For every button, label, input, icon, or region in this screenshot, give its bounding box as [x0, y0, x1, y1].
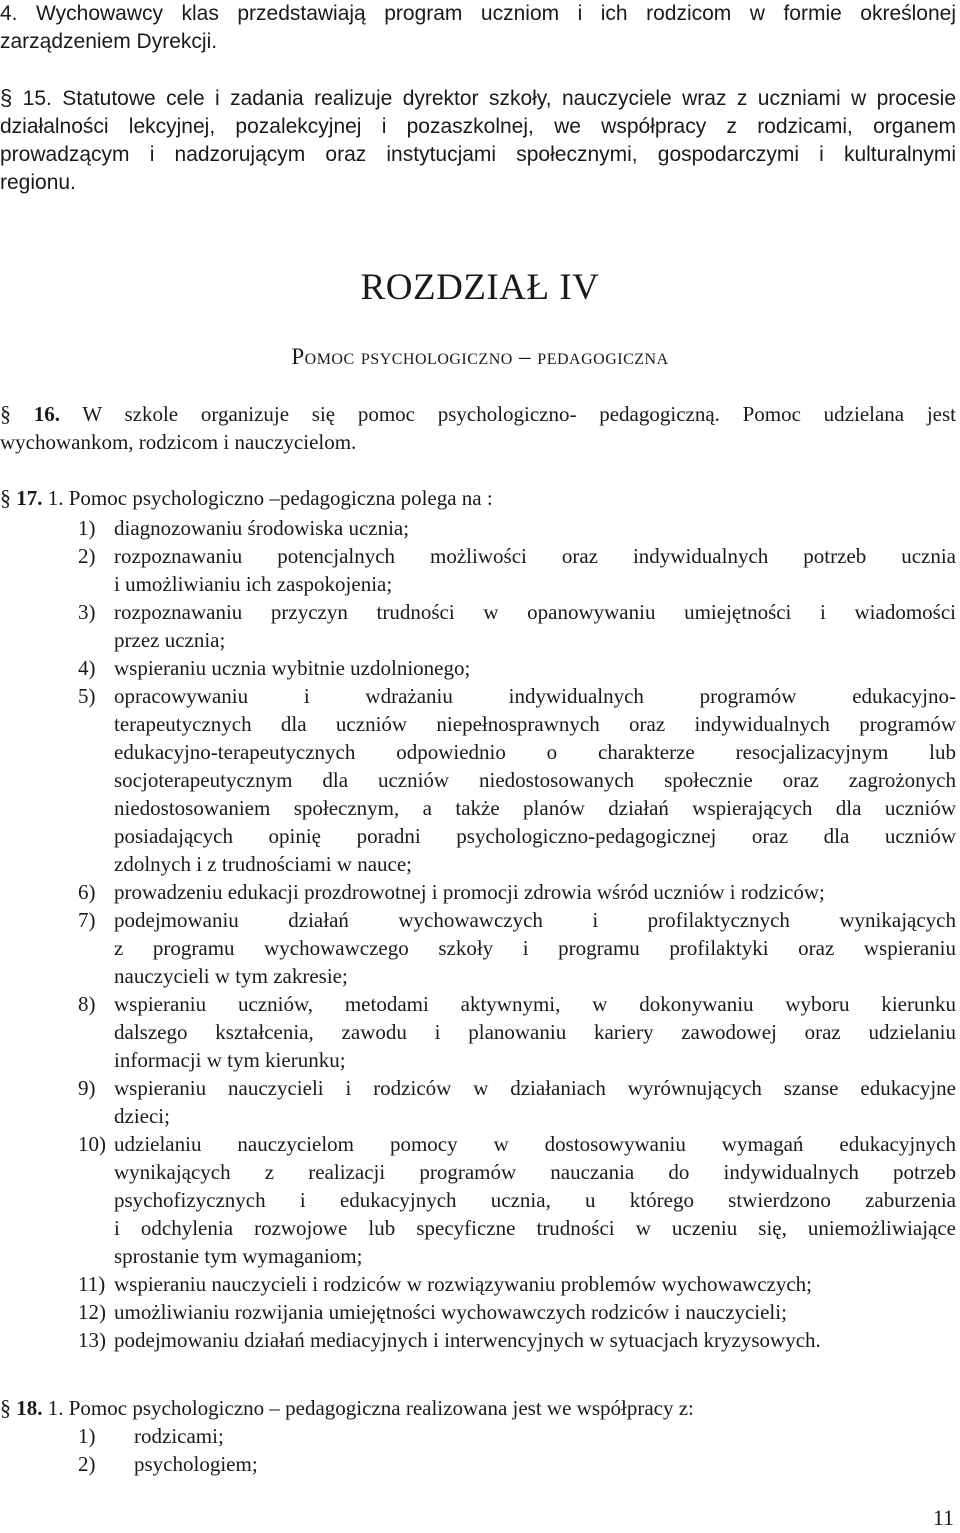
- list-item-number: 2): [78, 1452, 96, 1476]
- list-item-line: rozpoznawaniu przyczyn trudności w opanowywaniu umiejętności i wiadomości: [114, 600, 956, 624]
- section-15-line: prowadzącym i nadzorującym oraz instytucjami społecznymi, gospodarczymi i kulturalnymi: [0, 143, 956, 166]
- list-item-line: wynikających z realizacji programów nauczania do indywidualnych potrzeb: [114, 1160, 956, 1184]
- list-item-text: [114, 1130, 956, 1270]
- list-item-line: i odchylenia rozwojowe lub specyficzne trudności w uczeniu się, uniemożliwiające: [114, 1216, 956, 1240]
- section-18-intro-text: 1. Pomoc psychologiczno – pedagogiczna realizowana jest we współpracy z:: [47, 1396, 694, 1420]
- list-item-text: [114, 906, 956, 990]
- paragraph-4-line: 4. Wychowawcy klas przedstawiają program uczniom i ich rodzicom w formie określonej: [0, 2, 956, 25]
- section-16-text: W szkole organizuje się pomoc psychologiczno- pedagogiczną. Pomoc udzielana jest: [82, 402, 956, 426]
- list-item-number: 7): [78, 908, 96, 932]
- section-sign: §: [0, 1395, 11, 1420]
- list-item-line: terapeutycznych dla uczniów niepełnosprawnych oraz indywidualnych programów: [114, 712, 956, 736]
- list-item-number: 1): [78, 516, 96, 540]
- paragraph-4-line: zarządzeniem Dyrekcji.: [0, 30, 218, 53]
- list-item-line: podejmowaniu działań mediacyjnych i interwencyjnych w sytuacjach kryzysowych.: [114, 1328, 821, 1352]
- list-item-number: 2): [78, 544, 96, 568]
- list-item-line: nauczycieli w tym zakresie;: [114, 964, 348, 988]
- list-item-number: 9): [78, 1076, 96, 1100]
- list-item-number: 6): [78, 880, 96, 904]
- list-item-line: prowadzeniu edukacji prozdrowotnej i promocji zdrowia wśród uczniów i rodziców;: [114, 880, 825, 904]
- list-item-number: 12): [78, 1300, 106, 1324]
- section-number: 18.: [16, 1396, 43, 1420]
- list-item-text: [114, 1298, 956, 1326]
- list-item-line: dalszego kształcenia, zawodu i planowaniu kariery zawodowej oraz udzielaniu: [114, 1020, 956, 1044]
- section-15-line-1: [0, 84, 956, 113]
- list-item-text: [114, 1326, 956, 1354]
- section-sign: §: [0, 85, 13, 110]
- section-number: 16.: [33, 402, 60, 426]
- section-17: [0, 484, 956, 512]
- list-item-line: wspieraniu ucznia wybitnie uzdolnionego;: [114, 656, 471, 680]
- list-item-number: 4): [78, 656, 96, 680]
- list-item-line: opracowywaniu i wdrażaniu indywidualnych programów edukacyjno-: [114, 684, 956, 708]
- list-item-text: [114, 1074, 956, 1130]
- section-15-line: regionu.: [0, 171, 76, 194]
- list-item-line: wspieraniu nauczycieli i rodziców w rozwiązywaniu problemów wychowawczych;: [114, 1272, 812, 1296]
- list-item-line: rozpoznawaniu potencjalnych możliwości oraz indywidualnych potrzeb ucznia: [114, 544, 956, 568]
- list-item-number: 3): [78, 600, 96, 624]
- list-item-number: 11): [78, 1272, 106, 1296]
- list-item-line: socjoterapeutycznym dla uczniów niedostosowanych społecznie oraz zagrożonych: [114, 768, 956, 792]
- section-sign: §: [0, 485, 11, 510]
- section-17-intro: [0, 484, 956, 512]
- list-item-line: umożliwianiu rozwijania umiejętności wychowawczych rodziców i nauczycieli;: [114, 1300, 787, 1324]
- section-15-line: działalności lekcyjnej, pozalekcyjnej i pozaszkolnej, we współpracy z rodzicami, organem: [0, 115, 956, 138]
- list-item-line: i umożliwianiu ich zaspokojenia;: [114, 572, 393, 596]
- list-item-text: [114, 598, 956, 654]
- section-18: [0, 1394, 956, 1422]
- list-item-number: 1): [78, 1424, 96, 1448]
- list-item-text: [114, 654, 956, 682]
- chapter-title: ROZDZIAŁ IV: [360, 267, 600, 308]
- list-item-line: posiadających opinię poradni psychologiczno-pedagogicznej oraz dla uczniów: [114, 824, 956, 848]
- list-item-text: [114, 514, 956, 542]
- list-item-line: wspieraniu uczniów, metodami aktywnymi, w dokonywaniu wyboru kierunku: [114, 992, 956, 1016]
- section-16: [0, 400, 956, 456]
- section-15: [0, 84, 956, 197]
- list-item-text: [114, 878, 956, 906]
- list-item-text: [114, 682, 956, 878]
- list-item-line: edukacyjno-terapeutycznych odpowiednio o charakterze resocjalizacyjnym lub: [114, 740, 956, 764]
- list-item-line: diagnozowaniu środowiska ucznia;: [114, 516, 410, 540]
- section-17-intro-text: 1. Pomoc psychologiczno –pedagogiczna polega na :: [47, 486, 493, 510]
- list-item-line: zdolnych i z trudnościami w nauce;: [114, 852, 412, 876]
- list-item-number: 13): [78, 1328, 106, 1352]
- list-item-text: [114, 1270, 956, 1298]
- list-item-line: wspieraniu nauczycieli i rodziców w działaniach wyrównujących szanse edukacyjne: [114, 1076, 956, 1100]
- list-item-line: z programu wychowawczego szkoły i programu profilaktyki oraz wspieraniu: [114, 936, 956, 960]
- section-number: 15.: [22, 87, 52, 110]
- chapter-subtitle: Pomoc psychologiczno – pedagogiczna: [291, 344, 669, 369]
- section-sign: §: [0, 401, 11, 426]
- section-18-intro: [0, 1394, 956, 1422]
- list-item-number: 8): [78, 992, 96, 1016]
- list-item-line: przez ucznia;: [114, 628, 226, 652]
- section-16-line: wychowankom, rodzicom i nauczycielom.: [0, 430, 357, 454]
- list-item-text: [114, 542, 956, 598]
- section-number: 17.: [16, 486, 43, 510]
- list-item-line: psychofizycznych i edukacyjnych ucznia, u którego stwierdzono zaburzenia: [114, 1188, 956, 1212]
- list-item-line: udzielaniu nauczycielom pomocy w dostosowywaniu wymagań edukacyjnych: [114, 1132, 956, 1156]
- list-item-text: [114, 990, 956, 1074]
- list-item-line: informacji w tym kierunku;: [114, 1048, 346, 1072]
- list-item-line: podejmowaniu działań wychowawczych i profilaktycznych wynikających: [114, 908, 956, 932]
- page-number: 11: [932, 1505, 954, 1530]
- list-item-number: 5): [78, 684, 96, 708]
- section-15-text: Statutowe cele i zadania realizuje dyrektor szkoły, nauczyciele wraz z uczniami w procesie: [62, 87, 957, 110]
- list-item-line: dzieci;: [114, 1104, 170, 1128]
- list-item-number: 10): [78, 1132, 106, 1156]
- section-16-line-1: [0, 400, 956, 428]
- list-item-line: sprostanie tym wymaganiom;: [114, 1244, 363, 1268]
- list-item-text: rodzicami;: [134, 1424, 224, 1448]
- list-item-text: psychologiem;: [134, 1452, 258, 1476]
- list-item-line: niedostosowaniem społecznym, a także planów działań wspierających dla uczniów: [114, 796, 956, 820]
- paragraph-4: [0, 0, 956, 56]
